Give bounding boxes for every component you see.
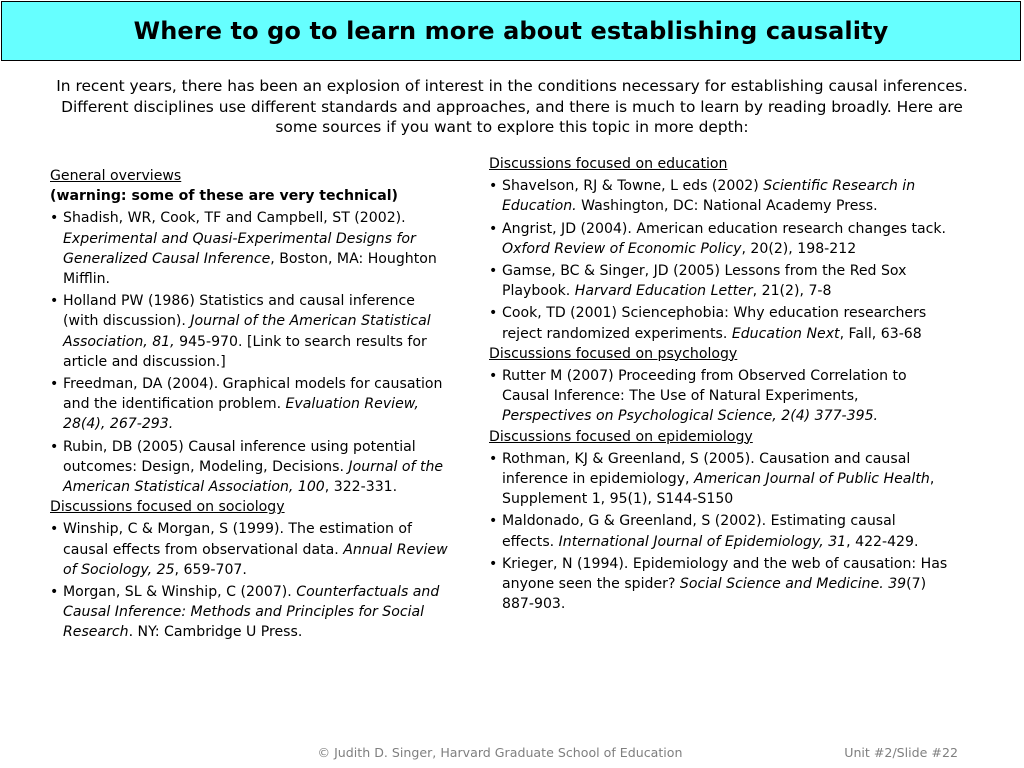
- reference-item: • Krieger, N (1994). Epidemiology and the web of causation: Has anyone seen the spider? Social Science and Medicine. 39(7) 887-903.: [489, 555, 948, 613]
- bullet-icon: •: [50, 521, 59, 538]
- reference-item: • Maldonado, G & Greenland, S (2002). Estimating causal effects. International Journal of Epidemiology, 31, 422-429.: [489, 513, 919, 550]
- intro-paragraph: In recent years, there has been an explosion of interest in the conditions necessary for establishing causal inferences. Different disciplines use different standards and approaches, and there is much to learn by reading broadly. Here are some sources if you want to explore this topic in more depth:: [56, 77, 968, 136]
- bullet-icon: •: [489, 263, 498, 280]
- section-heading-psychology: Discussions focused on psychology: [489, 345, 738, 362]
- reference-item: • Rothman, KJ & Greenland, S (2005). Causation and causal inference in epidemiology, American Journal of Public Health, Supplement 1, 95(1), S144-S150: [489, 450, 935, 508]
- bullet-icon: •: [489, 513, 498, 530]
- bullet-icon: •: [50, 293, 59, 310]
- bullet-icon: •: [50, 584, 59, 601]
- reference-item: • Shadish, WR, Cook, TF and Campbell, ST (2002). Experimental and Quasi-Experimental Designs for Generalized Causal Inference, Boston, MA: Houghton Mifflin.: [50, 210, 437, 288]
- bullet-icon: •: [50, 376, 59, 393]
- reference-item: • Morgan, SL & Winship, C (2007). Counterfactuals and Causal Inference: Methods and Principles for Social Research. NY: Cambridge U Press.: [50, 584, 440, 641]
- section-heading-epidemiology: Discussions focused on epidemiology: [489, 428, 753, 445]
- reference-item: • Rubin, DB (2005) Causal inference using potential outcomes: Design, Modeling, Decisions. Journal of the American Statistical Association, 100, 322-331.: [50, 438, 444, 496]
- reference-item: • Gamse, BC & Singer, JD (2005) Lessons from the Red Sox Playbook. Harvard Education Letter, 21(2), 7-8: [489, 263, 907, 300]
- bullet-icon: •: [50, 438, 59, 455]
- reference-item: • Winship, C & Morgan, S (1999). The estimation of causal effects from observational data. Annual Review of Sociology, 25, 659-707.: [50, 521, 448, 578]
- section-heading-sociology: Discussions focused on sociology: [50, 499, 285, 516]
- bullet-icon: •: [489, 368, 498, 385]
- title-bar: [1, 1, 1021, 61]
- footer-slide-number: Unit #2/Slide #22: [844, 745, 958, 760]
- warning-note: (warning: some of these are very technical): [50, 188, 398, 205]
- reference-item: • Freedman, DA (2004). Graphical models for causation and the identification problem. Evaluation Review, 28(4), 267-293.: [50, 376, 443, 433]
- section-heading-education: Discussions focused on education: [489, 156, 728, 172]
- bullet-icon: •: [489, 305, 498, 322]
- bullet-icon: •: [489, 450, 498, 467]
- slide-title: Where to go to learn more about establishing causality: [133, 17, 889, 45]
- reference-item: • Angrist, JD (2004). American education research changes tack. Oxford Review of Economic Policy, 20(2), 198-212: [489, 220, 947, 257]
- right-column: [489, 154, 949, 614]
- footer-credit: © Judith D. Singer, Harvard Graduate School of Education: [317, 745, 683, 760]
- bullet-icon: •: [489, 220, 498, 237]
- reference-item: • Holland PW (1986) Statistics and causal inference (with discussion). Journal of the American Statistical Association, 81, 945-970. [Link to search results for article and discussion.]: [50, 293, 431, 370]
- bullet-icon: •: [489, 555, 498, 572]
- section-heading-general: General overviews: [50, 168, 182, 184]
- left-column: [50, 166, 450, 643]
- reference-item: • Cook, TD (2001) Sciencephobia: Why education researchers reject randomized experiments. Education Next, Fall, 63-68: [489, 305, 927, 342]
- bullet-icon: •: [50, 210, 59, 227]
- reference-item: • Shavelson, RJ & Towne, L eds (2002) Scientific Research in Education. Washington, DC: National Academy Press.: [489, 178, 916, 215]
- bullet-icon: •: [489, 178, 498, 195]
- reference-item: • Rutter M (2007) Proceeding from Observed Correlation to Causal Inference: The Use of Natural Experiments, Perspectives on Psychological Science, 2(4) 377-395.: [489, 368, 907, 425]
